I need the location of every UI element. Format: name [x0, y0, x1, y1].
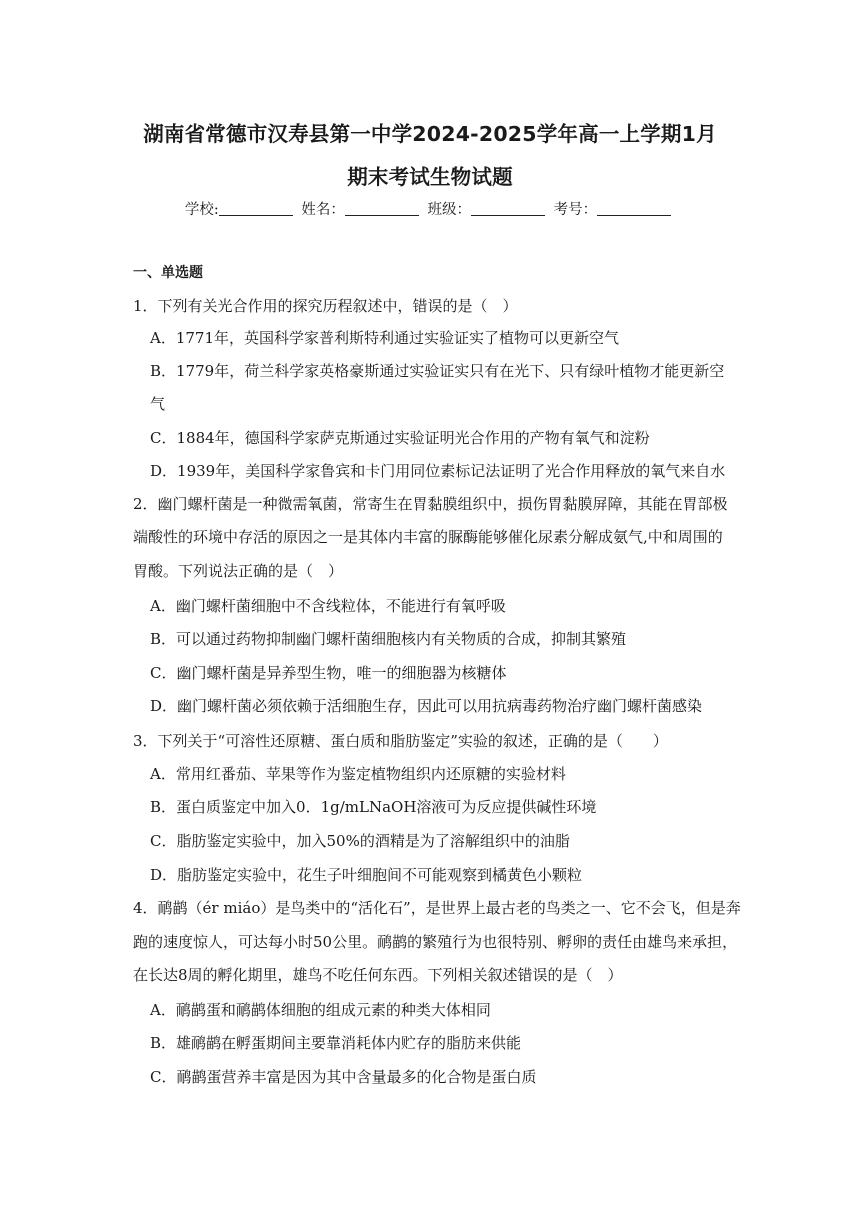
q1-stem-line: 1．下列有关光合作用的探究历程叙述中，错误的是（ ）	[133, 297, 518, 315]
number-label: 考号：	[553, 202, 598, 218]
name-label: 姓名：	[301, 202, 345, 218]
q3-option-b: B．蛋白质鉴定中加入0．1g/mLNaOH溶液可为反应提供碱性环境	[150, 798, 597, 816]
q4-option-c: C．鸸鹋蛋营养丰富是因为其中含量最多的化合物是蛋白质	[150, 1068, 537, 1086]
class-label: 班级：	[427, 202, 471, 218]
q2-option-b: B．可以通过药物抑制幽门螺杆菌细胞核内有关物质的合成，抑制其繁殖	[150, 630, 627, 648]
school-label: 学校:	[184, 202, 219, 218]
q4-option-b: B．雄鸸鹋在孵蛋期间主要靠消耗体内贮存的脂肪来供能	[150, 1034, 522, 1052]
student-info-row	[0, 198, 860, 219]
q4-stem-line: 跑的速度惊人，可达每小时50公里。鸸鹋的繁殖行为也很特别、孵卵的责任由雄鸟来承担，	[133, 933, 738, 951]
q4-stem-line: 在长达8周的孵化期里，雄鸟不吃任何东西。下列相关叙述错误的是（ ）	[133, 966, 623, 984]
q1-option-a: A．1771年，英国科学家普利斯特利通过实验证实了植物可以更新空气	[150, 329, 620, 347]
exam-title-line1: 湖南省常德市汉寿县第一中学2024-2025学年高一上学期1月	[143, 122, 717, 146]
q3-option-c: C．脂肪鉴定实验中，加入50%的酒精是为了溶解组织中的油脂	[150, 832, 570, 850]
q2-option-d: D．幽门螺杆菌必须依赖于活细胞生存，因此可以用抗病毒药物治疗幽门螺杆菌感染	[150, 697, 703, 715]
q1-option-b: B．1779年，荷兰科学家英格豪斯通过实验证实只有在光下、只有绿叶植物才能更新空	[150, 362, 725, 380]
q2-stem-line: 2．幽门螺杆菌是一种微需氧菌，常寄生在胃黏膜组织中，损伤胃黏膜屏障，其能在胃部极	[133, 495, 728, 513]
exam-title-line2: 期末考试生物试题	[347, 165, 513, 189]
q4-stem-line: 4．鸸鹋（ér miáo）是鸟类中的“活化石”，是世界上最古老的鸟类之一、它不会飞，但是奔	[133, 899, 741, 917]
q1-option-b-cont: 气	[150, 395, 166, 413]
q2-option-a: A．幽门螺杆菌细胞中不含线粒体，不能进行有氧呼吸	[150, 597, 506, 615]
q3-stem-line: 3．下列关于“可溶性还原糖、蛋白质和脂肪鉴定”实验的叙述，正确的是（ ）	[133, 732, 668, 750]
name-blank[interactable]	[345, 201, 419, 216]
q2-option-c: C．幽门螺杆菌是异养型生物，唯一的细胞器为核糖体	[150, 664, 507, 682]
class-blank[interactable]	[471, 201, 545, 216]
q1-option-d: D．1939年，美国科学家鲁宾和卡门用同位素标记法证明了光合作用释放的氧气来自水	[150, 462, 726, 480]
q3-option-d: D．脂肪鉴定实验中，花生子叶细胞间不可能观察到橘黄色小颗粒	[150, 866, 583, 884]
q4-option-a: A．鸸鹋蛋和鸸鹋体细胞的组成元素的种类大体相同	[150, 1001, 491, 1019]
number-blank[interactable]	[597, 201, 671, 216]
q3-option-a: A．常用红番茄、苹果等作为鉴定植物组织内还原糖的实验材料	[150, 765, 566, 783]
section-title: 一、单选题	[133, 265, 203, 281]
q2-stem-line: 端酸性的环境中存活的原因之一是其体内丰富的脲酶能够催化尿素分解成氨气,中和周围的	[133, 528, 723, 546]
q1-option-c: C．1884年，德国科学家萨克斯通过实验证明光合作用的产物有氧气和淀粉	[150, 429, 650, 447]
school-blank[interactable]	[219, 201, 293, 216]
q2-stem-line: 胃酸。下列说法正确的是（ ）	[133, 562, 344, 580]
